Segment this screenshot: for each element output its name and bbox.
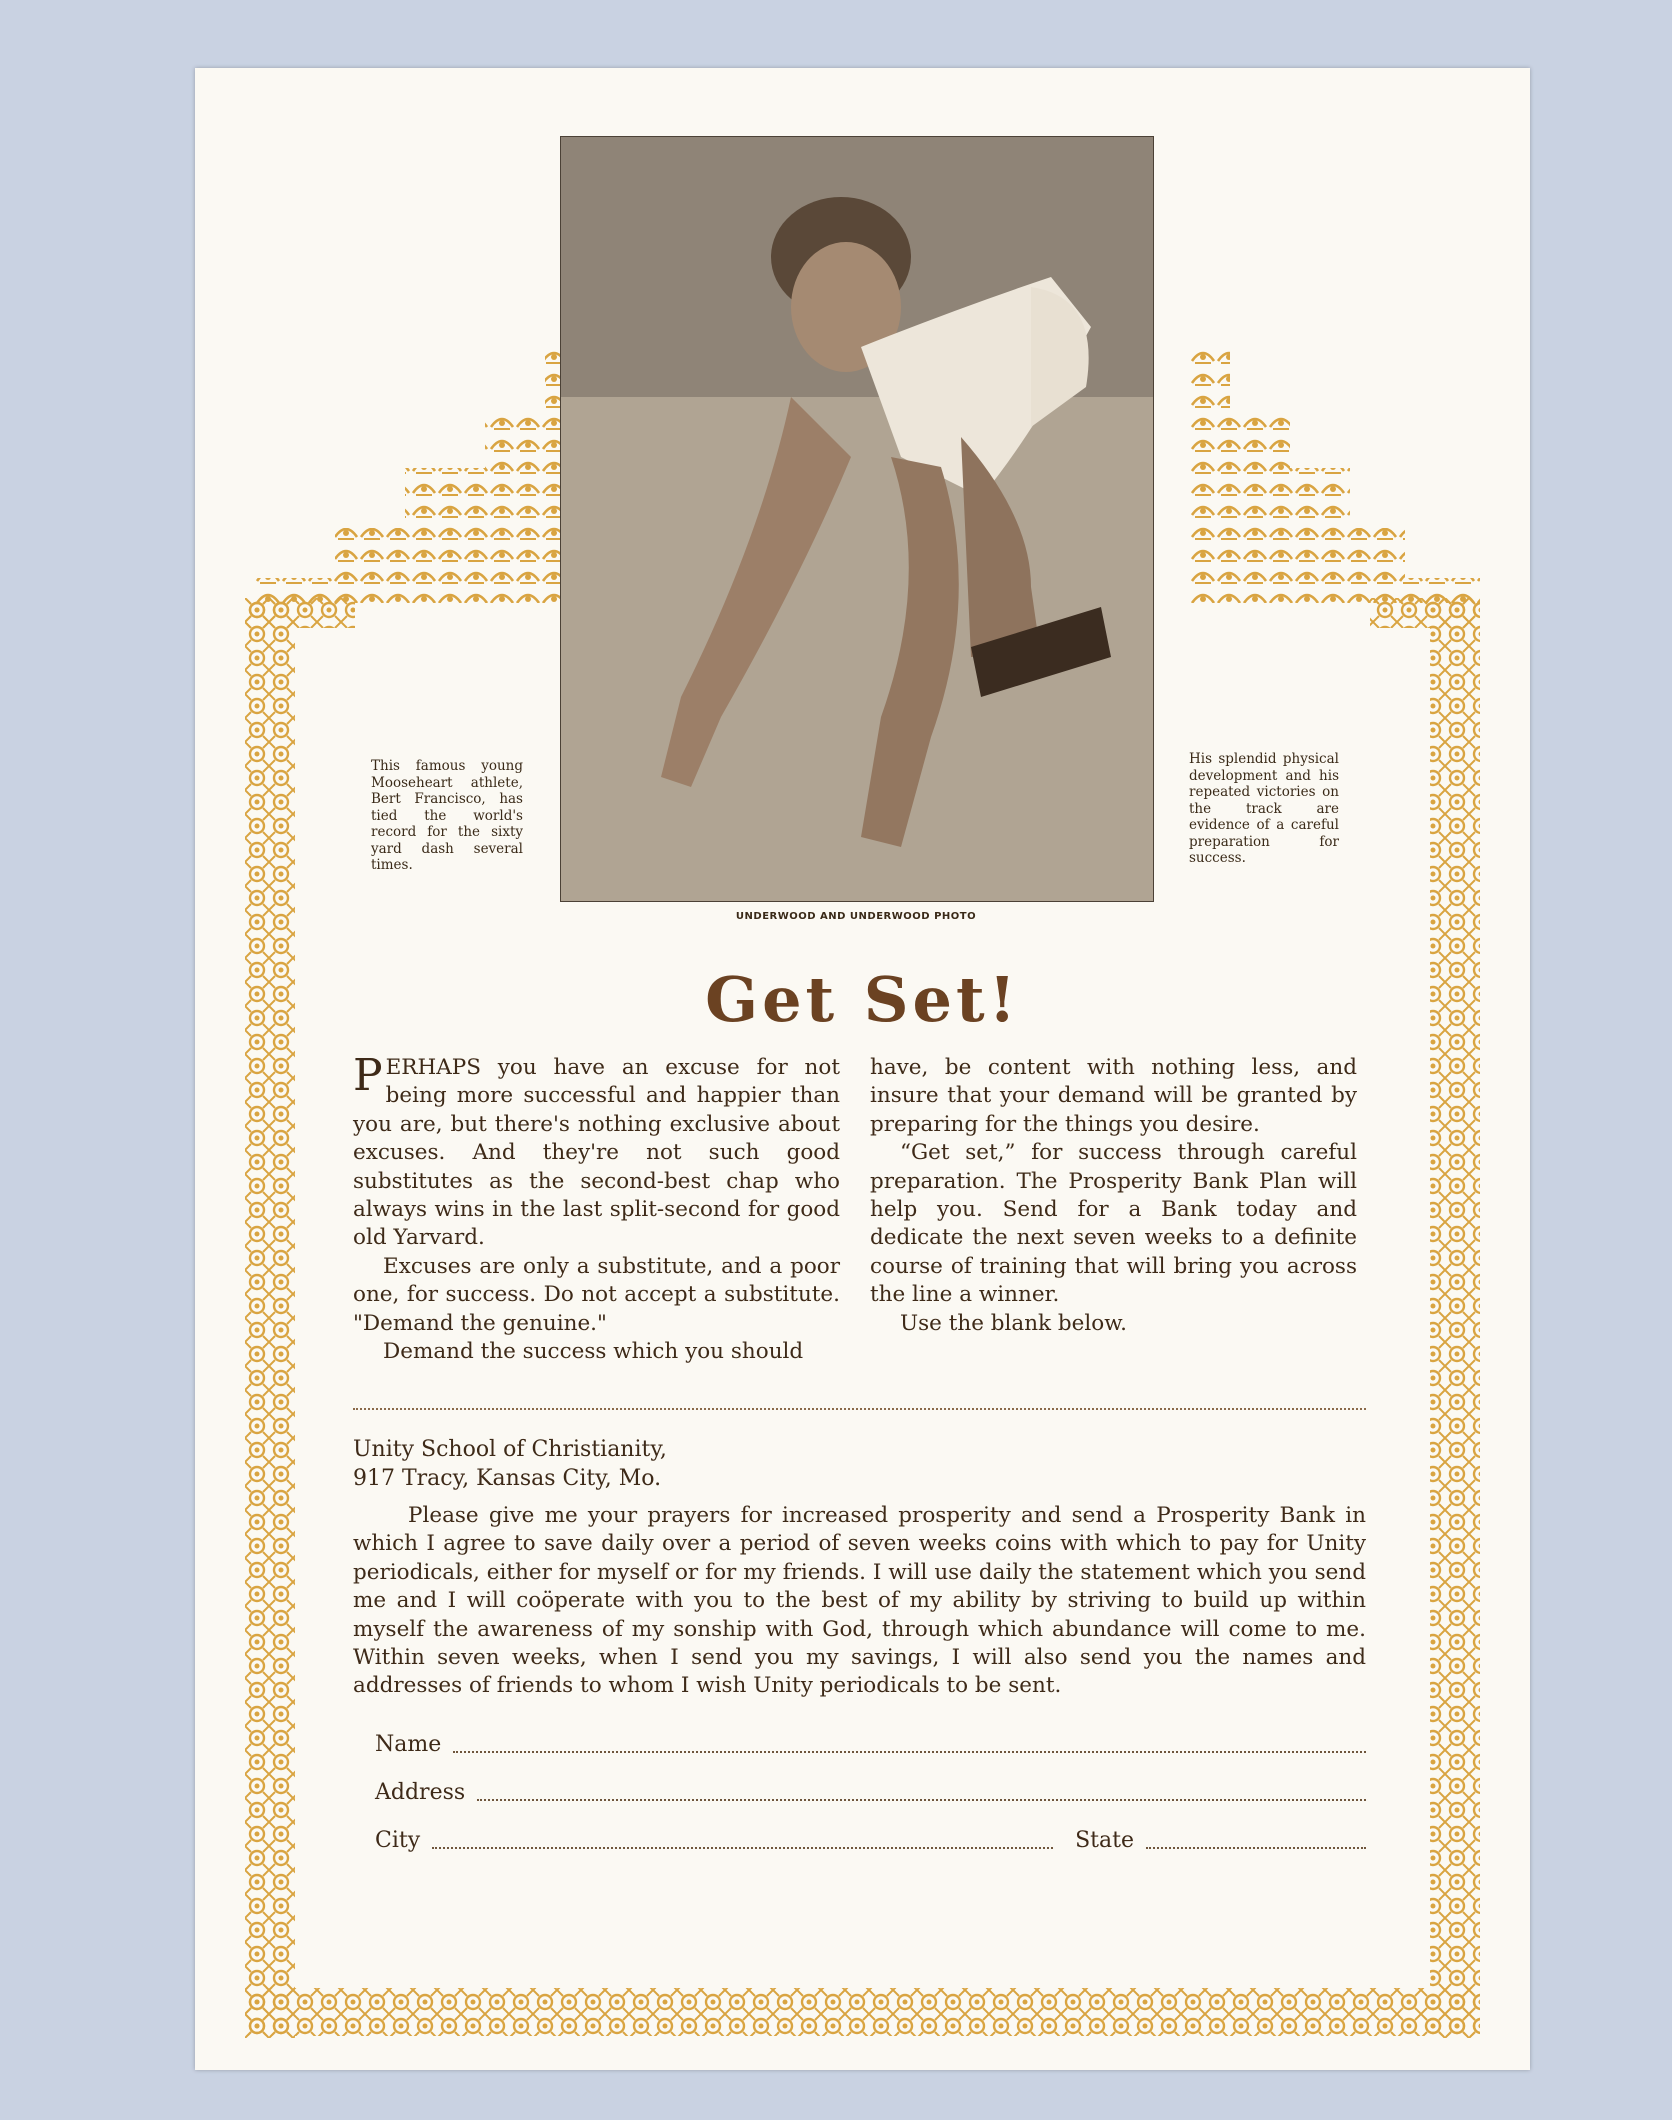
article-paragraph-2: Excuses are only a substitute, and a poor one, for success. Do not accept a substitute. "Demand the genuine." xyxy=(353,1253,840,1336)
article-paragraph-4: “Get set,” for success through careful preparation. The Prosperity Bank Plan will help you. Send for a Bank today and dedicate the next seven weeks to a definite course of training that will bring you across the line a winner. xyxy=(870,1140,1357,1308)
photo-credit: UNDERWOOD AND UNDERWOOD PHOTO xyxy=(735,911,977,922)
article-column-left xyxy=(353,1050,840,1366)
address-field-row xyxy=(353,1779,1366,1805)
name-label: Name xyxy=(375,1731,442,1757)
state-label: State xyxy=(1075,1827,1134,1853)
drop-cap: P xyxy=(353,1050,383,1101)
ornament-right xyxy=(1190,343,1480,603)
athlete-photo xyxy=(560,136,1154,902)
photo-caption-left: This famous young Mooseheart athlete, Bert Francisco, has tied the world's record for the sixty yard dash several times. xyxy=(371,758,523,873)
page-title: Get Set! xyxy=(705,963,1020,1036)
form-body-text: Please give me your prayers for increased prosperity and send a Prosperity Bank in which I agree to save daily over a period of seven weeks coins with which to pay for Unity periodicals, either for myself or for my friends. I will use daily the statement which you send me and I will coöperate with you to the best of my ability by striving to build up within myself the awareness of my sonship with God, through which abundance will come to me. Within seven weeks, when I send you my savings, I will also send you the names and addresses of friends to whom I wish Unity periodicals to be sent. xyxy=(353,1503,1366,1699)
article-paragraph-5: Use the blank below. xyxy=(900,1310,1127,1336)
address-label: Address xyxy=(375,1779,466,1805)
article-column-right xyxy=(870,1054,1357,1338)
ornament-left xyxy=(255,343,585,603)
address-line-1: Unity School of Christianity, xyxy=(353,1437,667,1462)
city-state-row xyxy=(353,1827,1366,1853)
state-field[interactable] xyxy=(1146,1835,1366,1849)
cut-line xyxy=(353,1408,1366,1410)
address-line-2: 917 Tracy, Kansas City, Mo. xyxy=(353,1466,662,1491)
magazine-page xyxy=(195,68,1530,2070)
article-paragraph-1: PERHAPS you have an excuse for not being more successful and happier than you are, but there's nothing exclusive about excuses. And they're not such good substitutes as the second-best chap who always wins in the last split-second for good old Yarvard. xyxy=(353,1050,840,1251)
article-paragraph-3-cont: have, be content with nothing less, and insure that your demand will be granted by preparing for the things you desire. xyxy=(870,1055,1357,1137)
order-form xyxy=(353,1435,1366,1853)
city-label: City xyxy=(375,1827,421,1853)
name-field-row xyxy=(353,1731,1366,1757)
photo-caption-right: His splendid physical development and his repeated victories on the track are evidence of a careful preparation for success. xyxy=(1189,751,1339,866)
city-field[interactable] xyxy=(432,1835,1053,1849)
address-field[interactable] xyxy=(477,1787,1366,1801)
mailing-address xyxy=(353,1435,1366,1493)
name-field[interactable] xyxy=(453,1739,1366,1753)
athlete-illustration xyxy=(561,137,1153,901)
article-paragraph-3: Demand the success which you should xyxy=(383,1339,804,1365)
